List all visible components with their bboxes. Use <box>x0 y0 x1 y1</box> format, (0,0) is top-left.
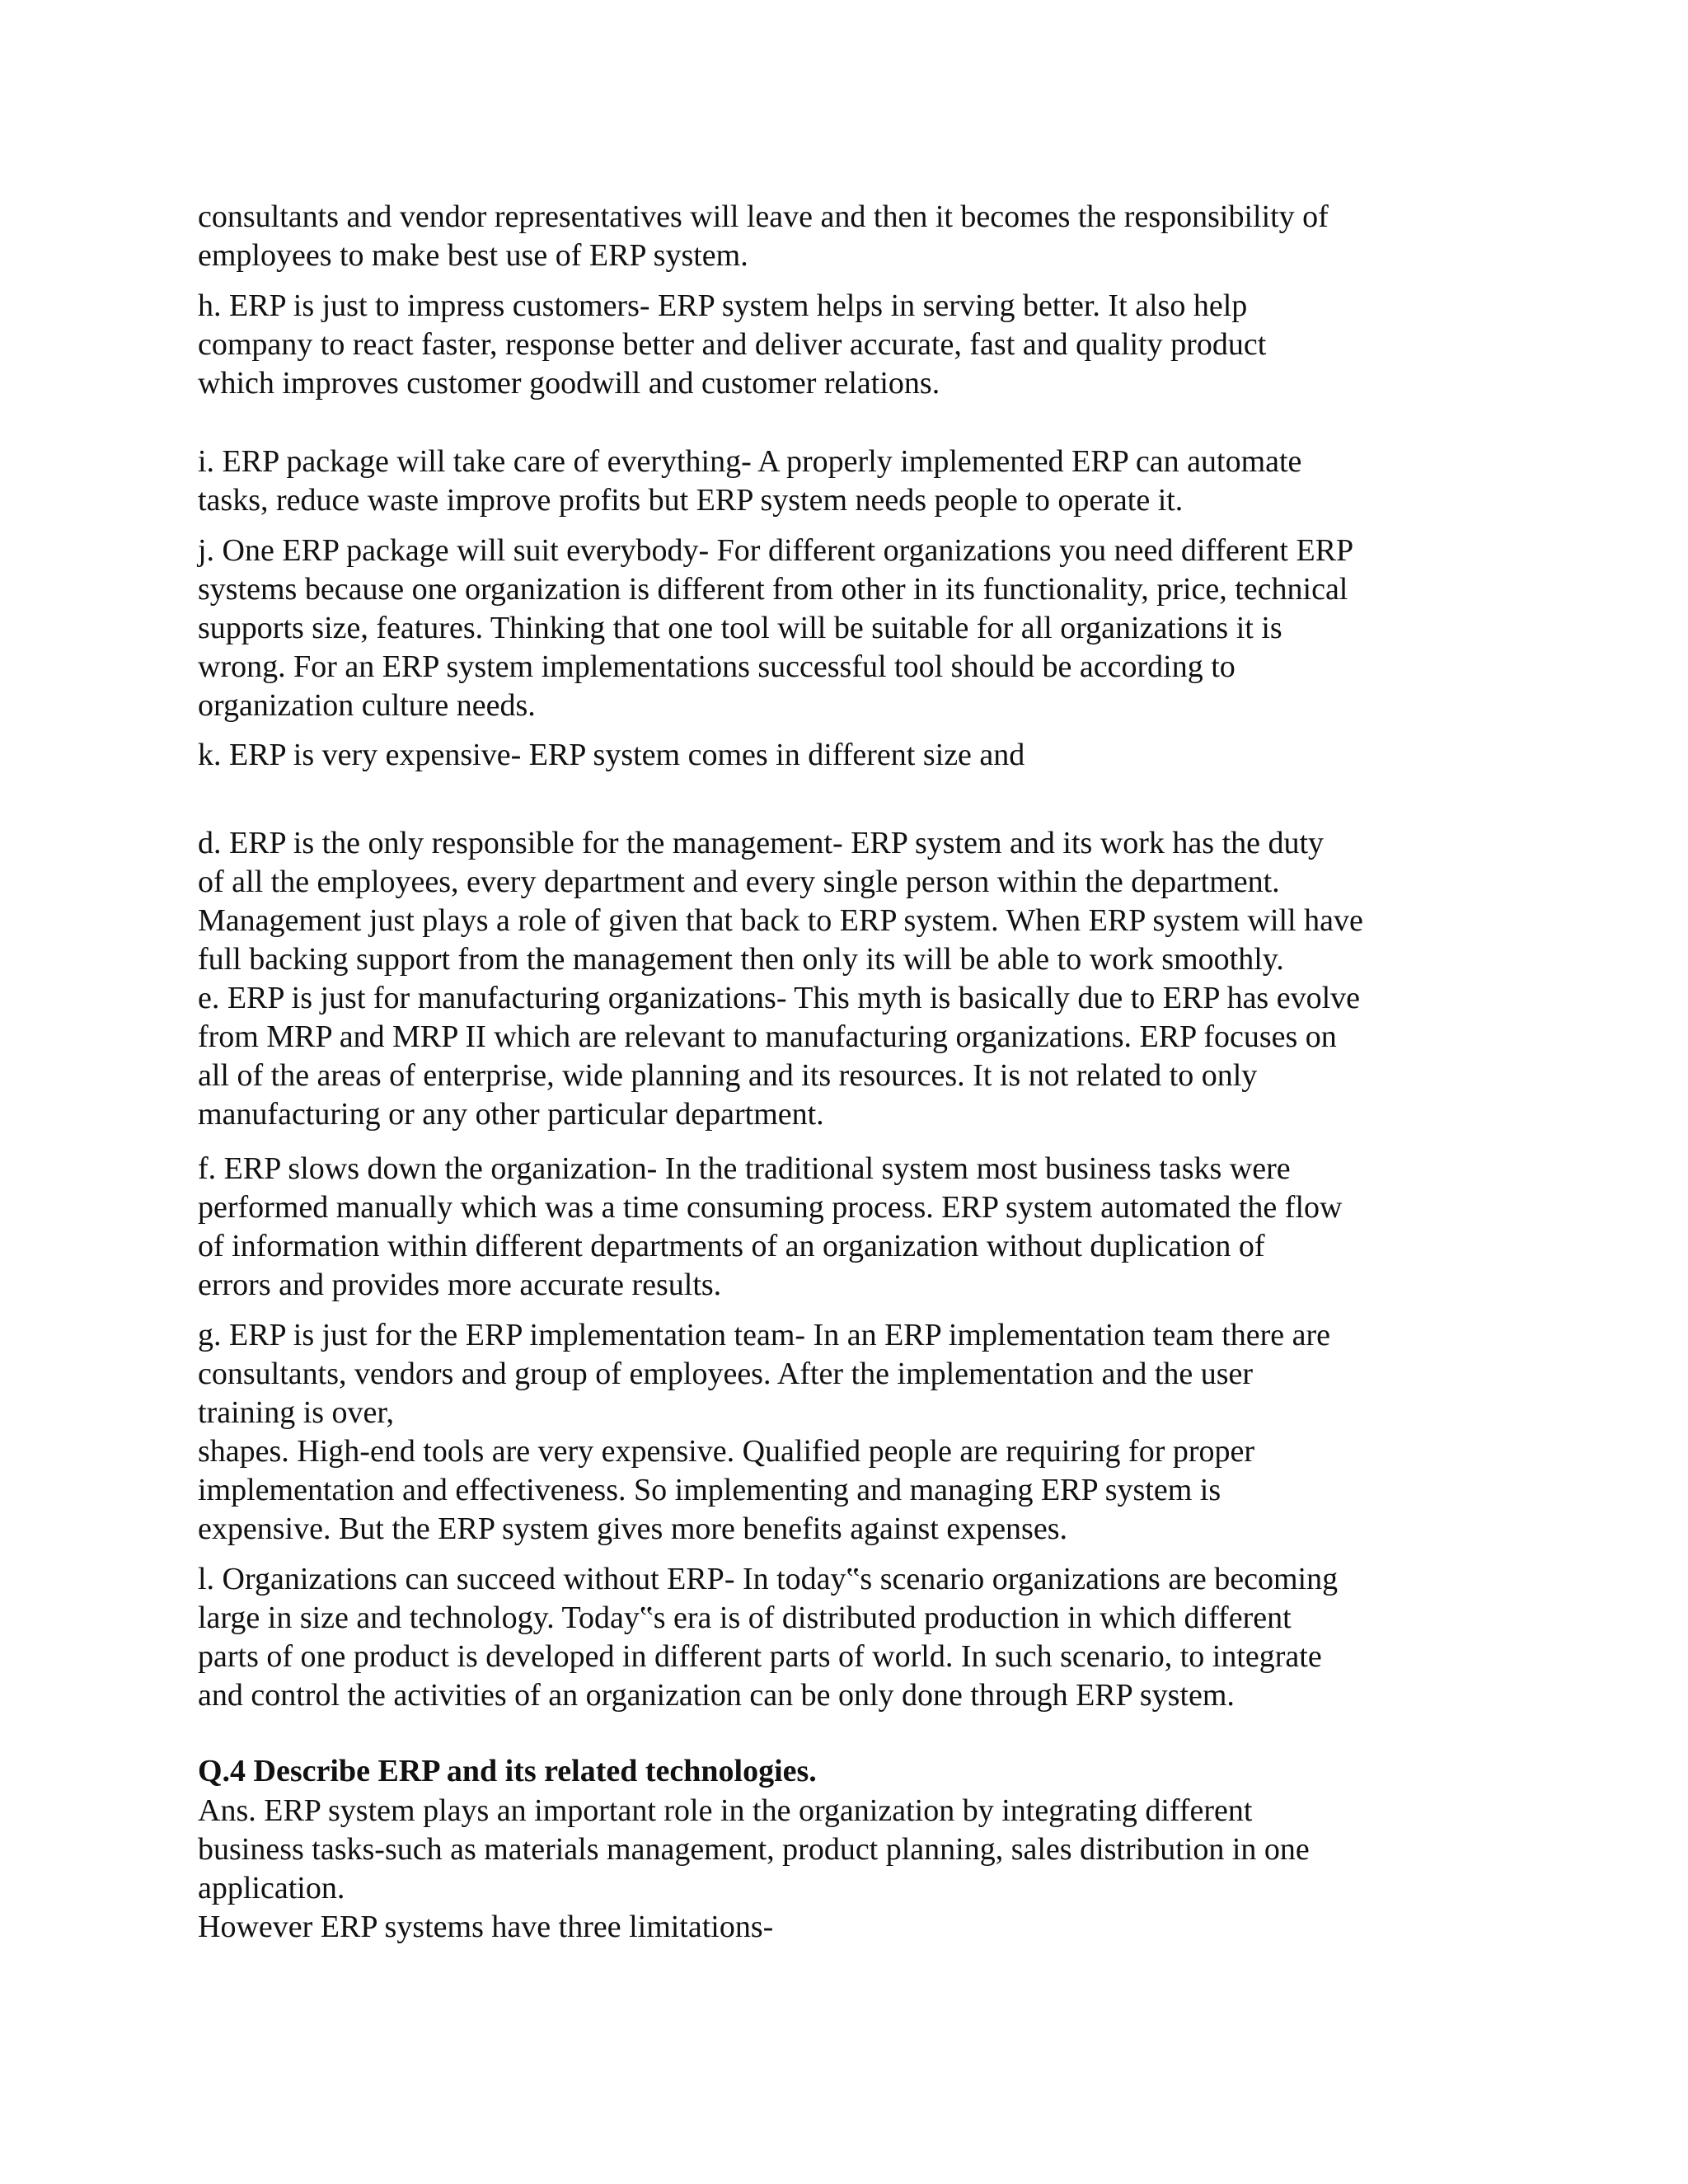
text-line: j. One ERP package will suit everybody- For different organizations you need different ERP <box>198 533 1354 568</box>
text-line: of all the employees, every department and every single person within the department. <box>198 865 1280 899</box>
text-line: h. ERP is just to impress customers- ERP system helps in serving better. It also help <box>198 288 1248 323</box>
text-line: consultants and vendor representatives will leave and then it becomes the responsibility of <box>198 199 1329 234</box>
text-line: k. ERP is very expensive- ERP system comes in different size and <box>198 738 1025 772</box>
text-line: expensive. But the ERP system gives more benefits against expenses. <box>198 1511 1068 1546</box>
text-line: i. ERP package will take care of everything- A properly implemented ERP can automate <box>198 444 1302 479</box>
text-line: shapes. High-end tools are very expensive. Qualified people are requiring for proper <box>198 1434 1255 1469</box>
text-line: employees to make best use of ERP system. <box>198 238 748 273</box>
text-line: business tasks-such as materials management, product planning, sales distribution in one <box>198 1832 1310 1867</box>
text-line: d. ERP is the only responsible for the management- ERP system and its work has the duty <box>198 826 1325 860</box>
text-line: implementation and effectiveness. So implementing and managing ERP system is <box>198 1473 1221 1507</box>
text-line: application. <box>198 1871 345 1905</box>
section-heading: Q.4 Describe ERP and its related technologies. <box>198 1754 817 1788</box>
text-line: f. ERP slows down the organization- In the traditional system most business tasks were <box>198 1151 1291 1186</box>
text-line: Management just plays a role of given that back to ERP system. When ERP system will have <box>198 903 1363 938</box>
text-line: Ans. ERP system plays an important role in the organization by integrating different <box>198 1793 1253 1828</box>
text-line: all of the areas of enterprise, wide planning and its resources. It is not related to only <box>198 1058 1258 1093</box>
text-line: of information within different departments of an organization without duplication of <box>198 1229 1265 1263</box>
text-line: organization culture needs. <box>198 688 536 723</box>
text-line: errors and provides more accurate results. <box>198 1268 722 1302</box>
text-line: wrong. For an ERP system implementations successful tool should be according to <box>198 649 1236 684</box>
text-line: tasks, reduce waste improve profits but ERP system needs people to operate it. <box>198 483 1184 518</box>
text-line: consultants, vendors and group of employees. After the implementation and the user <box>198 1357 1254 1391</box>
text-line: l. Organizations can succeed without ERP- In today‟s scenario organizations are becoming <box>198 1562 1339 1596</box>
text-line: parts of one product is developed in different parts of world. In such scenario, to integrate <box>198 1639 1322 1674</box>
text-line: manufacturing or any other particular department. <box>198 1097 824 1132</box>
text-line: and control the activities of an organization can be only done through ERP system. <box>198 1678 1235 1713</box>
text-line: e. ERP is just for manufacturing organizations- This myth is basically due to ERP has evolve <box>198 981 1361 1015</box>
text-line: performed manually which was a time consuming process. ERP system automated the flow <box>198 1190 1343 1225</box>
text-line: supports size, features. Thinking that one tool will be suitable for all organizations it is <box>198 611 1282 645</box>
text-line: from MRP and MRP II which are relevant to manufacturing organizations. ERP focuses on <box>198 1019 1337 1054</box>
text-line: training is over, <box>198 1395 395 1430</box>
text-line: systems because one organization is different from other in its functionality, price, technical <box>198 572 1348 607</box>
text-line: However ERP systems have three limitations- <box>198 1910 774 1944</box>
text-line: which improves customer goodwill and customer relations. <box>198 366 940 401</box>
text-line: g. ERP is just for the ERP implementation team- In an ERP implementation team there are <box>198 1318 1331 1352</box>
text-line: full backing support from the management then only its will be able to work smoothly. <box>198 942 1284 977</box>
text-line: company to react faster, response better and deliver accurate, fast and quality product <box>198 327 1267 362</box>
text-line: large in size and technology. Today‟s era is of distributed production in which different <box>198 1601 1292 1635</box>
